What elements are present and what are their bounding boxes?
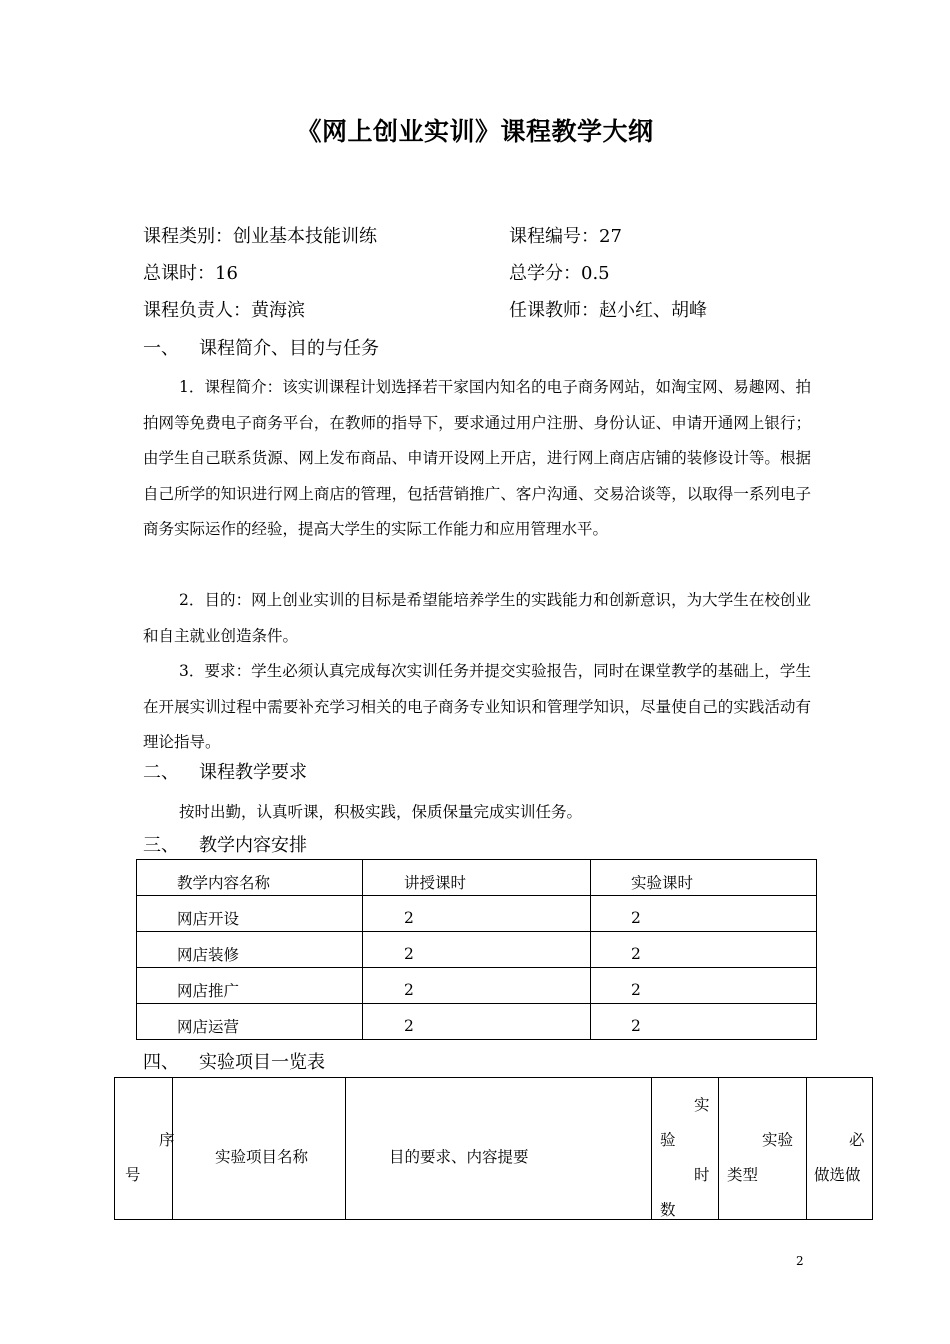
table-cell: 2 — [363, 896, 591, 932]
section-heading-1 — [143, 334, 379, 360]
section-title: 课程教学要求 — [199, 762, 307, 783]
table-cell: 2 — [363, 1004, 591, 1040]
header-cell-required: 必 做选做 — [807, 1078, 873, 1220]
table-cell: 网店装修 — [137, 932, 363, 968]
intro-text: 1．课程简介：该实训课程计划选择若干家国内知名的电子商务网站，如淘宝网、易趣网、拍拍网等免费电子商务平台，在教师的指导下，要求通过用户注册、身份认证、申请开通网上银行；由学生自己联系货源、网上发布商品、申请开设网上开店，进行网上商店店铺的装修设计等。根据自己所学的知识进行网上商店的管理，包括营销推广、客户沟通、交易洽谈等，以取得一系列电子商务实际运作的经验，提高大学生的实际工作能力和应用管理水平。 — [143, 378, 811, 538]
section-number: 一、 — [143, 338, 179, 359]
section-title: 教学内容安排 — [199, 835, 307, 856]
course-code: 课程编号：27 — [509, 226, 622, 247]
course-category: 课程类别：创业基本技能训练 — [143, 226, 377, 247]
section-number: 三、 — [143, 835, 179, 856]
table-cell: 2 — [363, 968, 591, 1004]
table-row — [137, 968, 817, 1004]
requirement-paragraph — [143, 654, 811, 761]
table-row — [137, 932, 817, 968]
table-header-row — [115, 1078, 873, 1220]
header-cell-hours: 实 验 时 数 — [652, 1078, 719, 1220]
page-number: 2 — [796, 1254, 804, 1268]
header-cell: 实验课时 — [591, 860, 817, 896]
header-cell-type: 实验 类型 — [719, 1078, 807, 1220]
section-number: 二、 — [143, 762, 179, 783]
table-cell: 2 — [591, 932, 817, 968]
table-cell: 2 — [363, 932, 591, 968]
table-cell: 2 — [591, 968, 817, 1004]
section-number: 四、 — [143, 1052, 179, 1073]
goal-paragraph — [143, 583, 811, 654]
table-row — [137, 1004, 817, 1040]
table-cell: 网店运营 — [137, 1004, 363, 1040]
course-leader: 课程负责人：黄海滨 — [143, 300, 305, 321]
content-table — [136, 859, 817, 1040]
header-cell-desc: 目的要求、内容提要 — [346, 1078, 652, 1220]
table-header-row — [137, 860, 817, 896]
table-cell: 2 — [591, 1004, 817, 1040]
goal-text: 2．目的：网上创业实训的目标是希望能培养学生的实践能力和创新意识，为大学生在校创业和自主就业创造条件。 — [143, 591, 811, 645]
total-hours: 总课时：16 — [143, 263, 238, 284]
project-table — [114, 1077, 873, 1220]
total-credits: 总学分：0.5 — [509, 263, 610, 284]
header-cell: 讲授课时 — [363, 860, 591, 896]
header-cell: 教学内容名称 — [137, 860, 363, 896]
section-heading-4 — [143, 1048, 325, 1074]
table-cell: 2 — [591, 896, 817, 932]
section-heading-2 — [143, 758, 307, 784]
header-cell-seq: 序 号 — [115, 1078, 173, 1220]
header-cell-name: 实验项目名称 — [173, 1078, 346, 1220]
table-cell: 网店推广 — [137, 968, 363, 1004]
intro-paragraph — [143, 370, 811, 548]
course-teachers: 任课教师：赵小红、胡峰 — [509, 300, 707, 321]
teaching-requirement: 按时出勤，认真听课，积极实践，保质保量完成实训任务。 — [179, 803, 583, 821]
requirement-text: 3．要求：学生必须认真完成每次实训任务并提交实验报告，同时在课堂教学的基础上，学生在开展实训过程中需要补充学习相关的电子商务专业知识和管理学知识，尽量使自己的实践活动有理论指导。 — [143, 662, 811, 751]
section-title: 课程简介、目的与任务 — [199, 338, 379, 359]
section-title: 实验项目一览表 — [199, 1052, 325, 1073]
section-heading-3 — [143, 831, 307, 857]
table-row — [137, 896, 817, 932]
table-cell: 网店开设 — [137, 896, 363, 932]
page-title: 《网上创业实训》课程教学大纲 — [296, 117, 654, 146]
